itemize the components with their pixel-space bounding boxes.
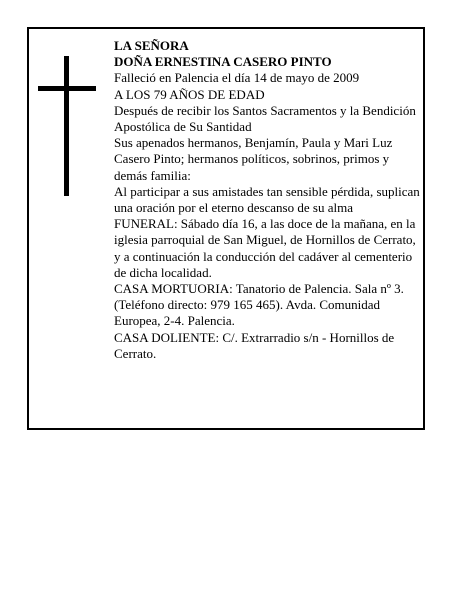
request-paragraph: Al participar a sus amistades tan sensible pérdida, suplican una oración por el eterno descanso de su alma: [114, 183, 420, 216]
deceased-name: DOÑA ERNESTINA CASERO PINTO: [114, 54, 332, 70]
age-line: A LOS 79 AÑOS DE EDAD: [114, 86, 265, 102]
family-paragraph: Sus apenados hermanos, Benjamín, Paula y Mari Luz Casero Pinto; hermanos políticos, sobrinos, primos y demás familia:: [114, 135, 393, 183]
cross-icon: [64, 56, 69, 196]
sacraments-paragraph: Después de recibir los Santos Sacramentos y la Bendición Apostólica de Su Santidad: [114, 102, 416, 135]
obituary-text: [114, 38, 420, 362]
cross-icon-crossbar: [38, 86, 96, 91]
casa-mortuoria-paragraph: CASA MORTUORIA: Tanatorio de Palencia. Sala nº 3. (Teléfono directo: 979 165 465). Avda. Comunidad Europea, 2-4. Palencia.: [114, 281, 404, 329]
notice-title: LA SEÑORA: [114, 38, 189, 53]
funeral-paragraph: FUNERAL: Sábado día 16, a las doce de la mañana, en la iglesia parroquial de San Miguel, de Hornillos de Cerrato, y a continuación la conducción del cadáver al cementerio de dicha localidad.: [114, 216, 416, 280]
death-date-line: Falleció en Palencia el día 14 de mayo de 2009: [114, 70, 360, 86]
casa-doliente-paragraph: CASA DOLIENTE: C/. Extrarradio s/n - Hornillos de Cerrato.: [114, 329, 395, 361]
